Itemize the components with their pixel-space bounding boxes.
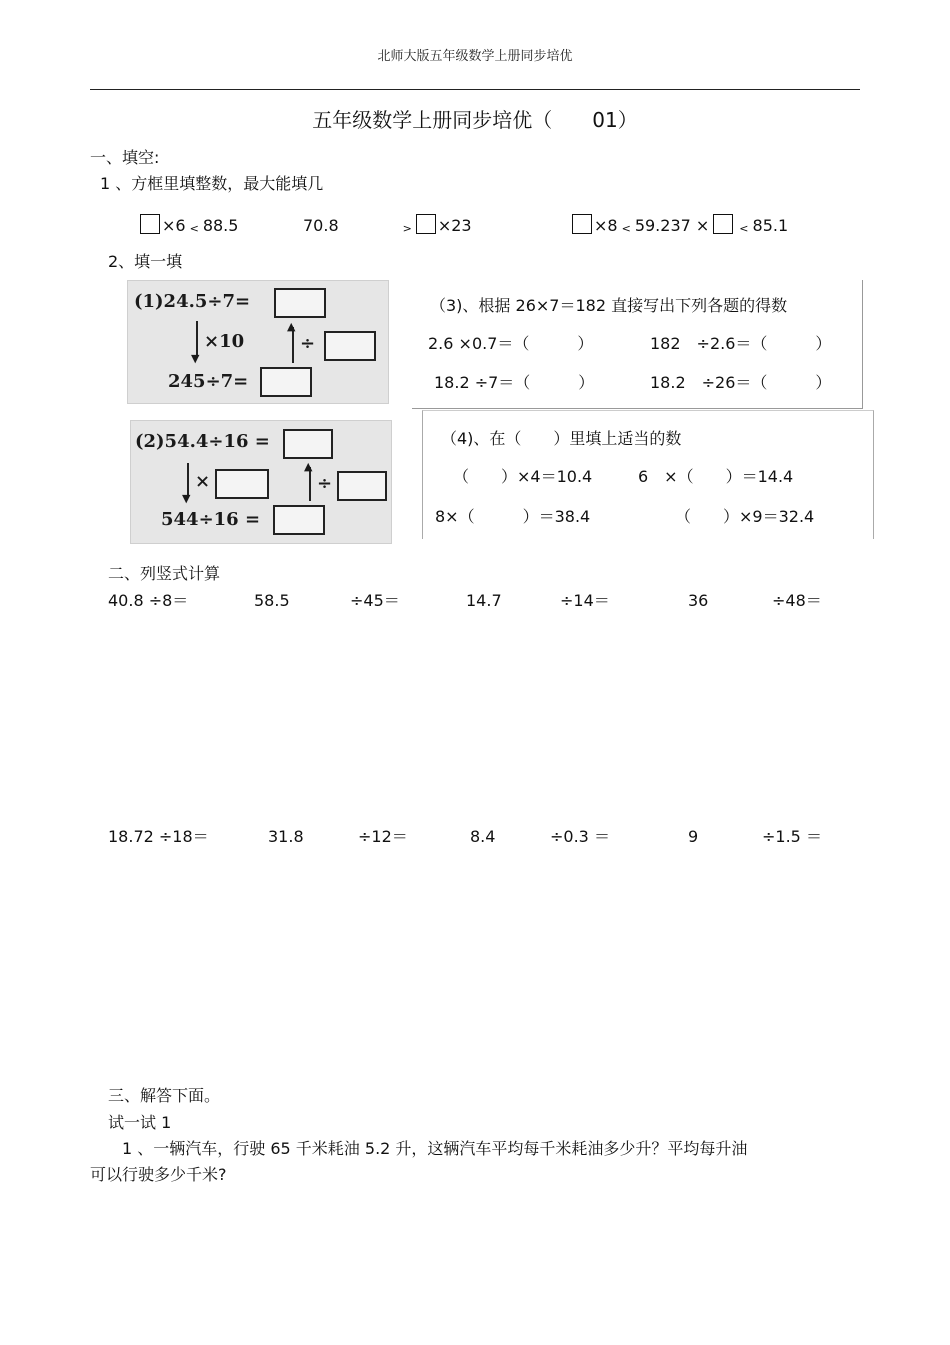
answer-box	[273, 505, 325, 535]
calc-5: 18.72 ÷18＝	[108, 827, 209, 846]
q1-label: 1 、方框里填整数，最大能填几	[100, 174, 324, 193]
calc-2-dividend: 58.5	[254, 591, 290, 610]
calc-8-dividend: 9	[688, 827, 699, 846]
page-title: 五年级数学上册同步培优（ 01）	[312, 108, 638, 132]
problem-text-line1: 1 、一辆汽车，行驶 65 千米耗油 5.2 升，这辆汽车平均每千米耗油多少升？平均每升油	[122, 1139, 748, 1158]
calc-3-divisor: ÷14＝	[560, 591, 610, 610]
answer-box[interactable]	[140, 214, 160, 234]
page-header: 北师大版五年级数学上册同步培优	[377, 49, 573, 64]
calc-1: 40.8 ÷8＝	[108, 591, 189, 610]
answer-box	[215, 469, 269, 499]
problem-text-line2: 可以行驶多少千米?	[90, 1165, 227, 1184]
answer-box[interactable]	[416, 214, 436, 234]
calc-7-divisor: ÷0.3 ＝	[550, 827, 610, 846]
answer-box	[260, 367, 312, 397]
answer-box	[324, 331, 376, 361]
calc-4-dividend: 36	[688, 591, 709, 610]
answer-box[interactable]	[572, 214, 592, 234]
panel-problem-4: （4)、在（ ）里填上适当的数 （ ）×4＝10.4 6 ×（ ）＝14.4 8×（ ）＝38.4 （ ）×9＝32.4	[422, 410, 874, 539]
answer-box[interactable]	[713, 214, 733, 234]
header-divider	[90, 89, 860, 90]
calc-4-divisor: ÷48＝	[772, 591, 822, 610]
calc-8-divisor: ÷1.5 ＝	[762, 827, 822, 846]
q1-item-2: 70.8 > ×23	[303, 216, 472, 235]
section2-heading: 二、列竖式计算	[108, 564, 221, 583]
section3-heading: 三、解答下面。	[108, 1086, 221, 1105]
photo-problem-2: (2)54.4÷16 = ▼ × ▲ ÷ 544÷16 =	[130, 420, 392, 544]
calc-6-dividend: 31.8	[268, 827, 304, 846]
calc-2-divisor: ÷45＝	[350, 591, 400, 610]
answer-box	[274, 288, 326, 318]
q2-label: 2、填一填	[108, 252, 183, 271]
answer-box	[337, 471, 387, 501]
calc-3-dividend: 14.7	[466, 591, 502, 610]
section1-heading: 一、填空:	[90, 148, 160, 167]
calc-6-divisor: ÷12＝	[358, 827, 408, 846]
section3-subheading: 试一试 1	[108, 1113, 172, 1132]
calc-7-dividend: 8.4	[470, 827, 496, 846]
answer-box	[283, 429, 333, 459]
photo-problem-1: (1)24.5÷7= ▼ ×10 ▲ ÷ 245÷7=	[127, 280, 389, 404]
q1-item-1: ×6 < 88.5	[140, 214, 238, 234]
q1-item-3: ×8 < 59.237 × < 85.1	[572, 214, 788, 234]
panel-problem-3: （3)、根据 26×7＝182 直接写出下列各题的得数 2.6 ×0.7＝（ ） 182 ÷2.6＝（ ） 18.2 ÷7＝（ ） 18.2 ÷26＝（ ）	[412, 280, 863, 409]
